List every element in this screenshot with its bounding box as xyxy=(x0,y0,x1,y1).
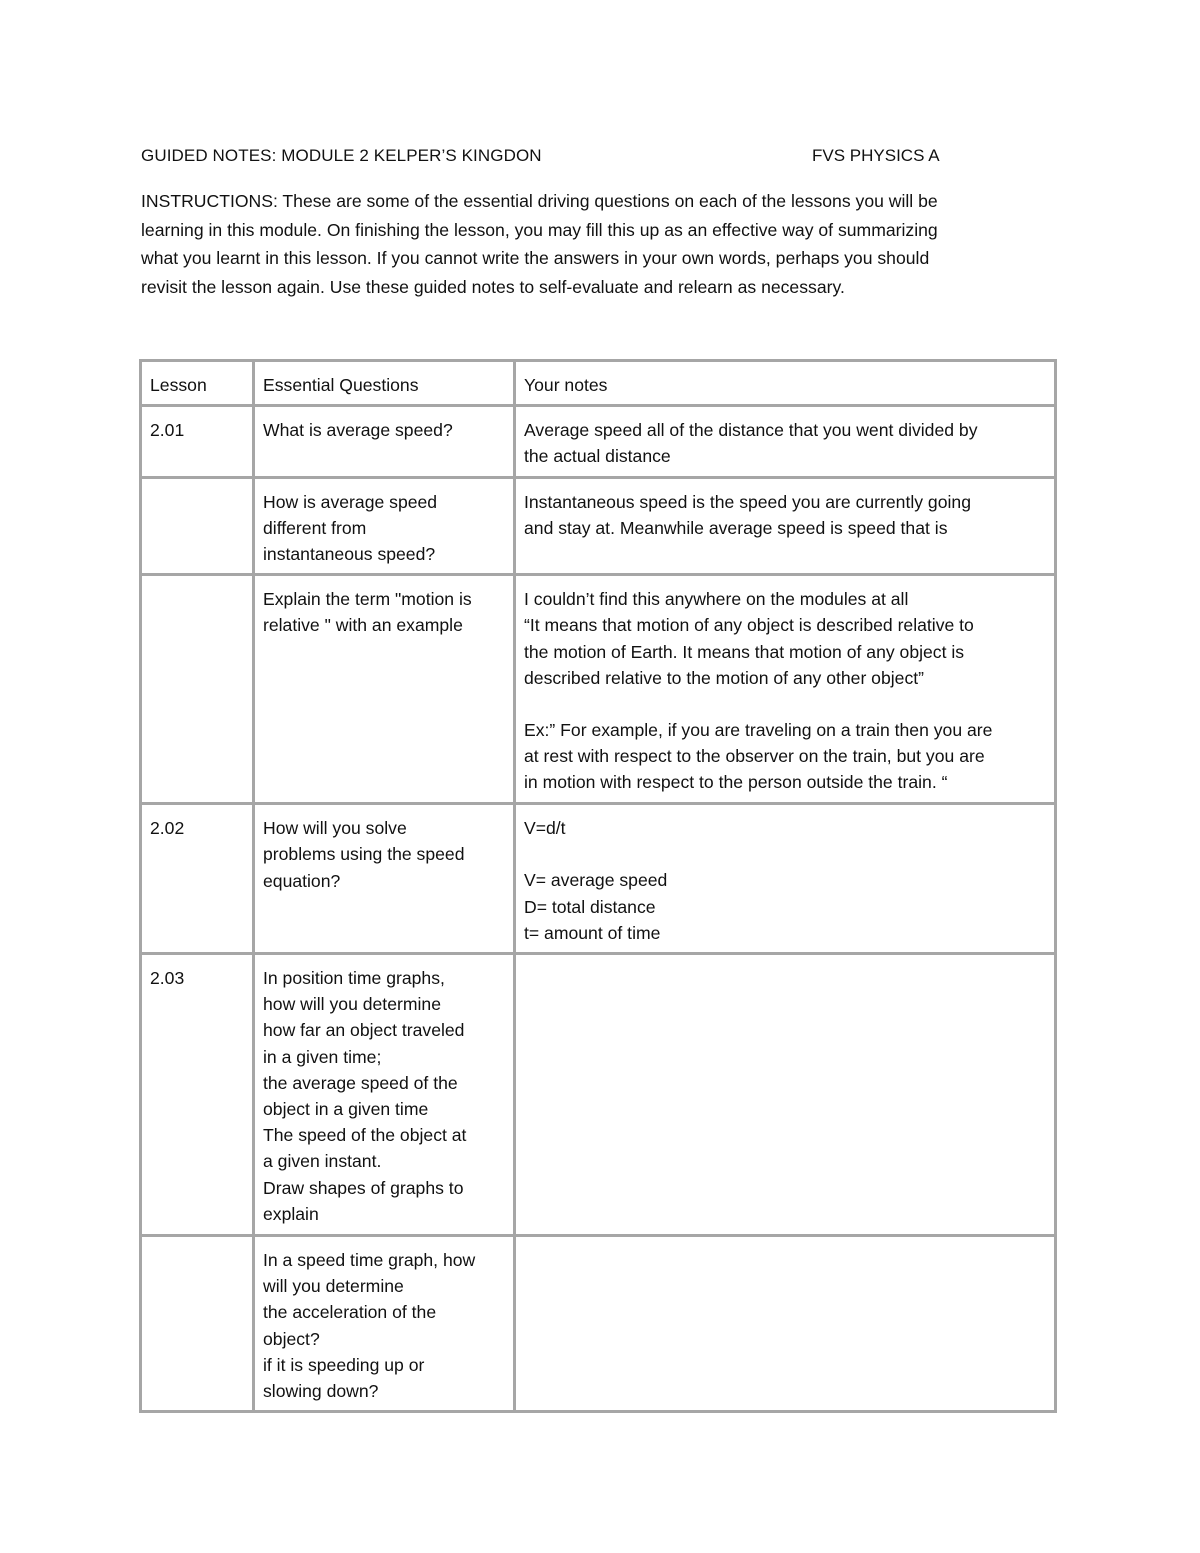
table-row xyxy=(141,954,1056,1236)
question-line: In position time graphs, xyxy=(263,968,445,989)
question-line: How will you solve xyxy=(263,818,407,839)
question-line: Explain the term "motion is xyxy=(263,589,472,610)
header-your-notes: Your notes xyxy=(515,361,1056,406)
table-row xyxy=(141,804,1056,954)
notes-line: t= amount of time xyxy=(524,922,661,943)
notes-line: in motion with respect to the person outside the train. “ xyxy=(524,772,948,793)
essential-question-cell xyxy=(254,954,515,1236)
notes-line: D= total distance xyxy=(524,896,656,917)
instructions-line: what you learnt in this lesson. If you cannot write the answers in your own words, perhaps you should xyxy=(141,248,930,268)
lesson-number-cell: 2.01 xyxy=(141,406,254,477)
table-row xyxy=(141,575,1056,804)
question-line: object? xyxy=(263,1328,320,1349)
question-line: instantaneous speed? xyxy=(263,544,436,565)
lesson-number-cell: 2.03 xyxy=(141,954,254,1236)
question-line: object in a given time xyxy=(263,1099,429,1120)
table-row xyxy=(141,1236,1056,1412)
question-line: the acceleration of the xyxy=(263,1302,437,1323)
essential-question-cell xyxy=(254,477,515,575)
lesson-number-cell xyxy=(141,1236,254,1412)
question-line: What is average speed? xyxy=(263,420,453,441)
instructions-paragraph xyxy=(141,187,1056,301)
question-line: In a speed time graph, how xyxy=(263,1250,476,1271)
notes-line: at rest with respect to the observer on the train, but you are xyxy=(524,746,985,767)
table-row xyxy=(141,406,1056,477)
lesson-number-cell xyxy=(141,575,254,804)
your-notes-cell[interactable] xyxy=(515,477,1056,575)
notes-line: the motion of Earth. It means that motion of any object is xyxy=(524,641,965,662)
question-line: the average speed of the xyxy=(263,1072,458,1093)
question-line: The speed of the object at xyxy=(263,1125,467,1146)
notes-line: I couldn’t find this anywhere on the modules at all xyxy=(524,589,909,610)
essential-question-cell xyxy=(254,406,515,477)
notes-line: V= average speed xyxy=(524,870,668,891)
question-line: Draw shapes of graphs to xyxy=(263,1177,464,1198)
instructions-line: revisit the lesson again. Use these guided notes to self-evaluate and relearn as necessary. xyxy=(141,276,845,297)
question-line: different from xyxy=(263,517,367,538)
notes-line: the actual distance xyxy=(524,446,671,467)
essential-question-cell xyxy=(254,1236,515,1412)
your-notes-cell[interactable] xyxy=(515,954,1056,1236)
your-notes-cell[interactable] xyxy=(515,804,1056,954)
notes-blank-line xyxy=(524,841,1047,867)
question-line: how will you determine xyxy=(263,994,441,1015)
table-header-row xyxy=(141,361,1056,406)
lesson-number-cell: 2.02 xyxy=(141,804,254,954)
question-line: equation? xyxy=(263,870,341,891)
question-line: How is average speed xyxy=(263,491,438,512)
your-notes-cell[interactable] xyxy=(515,575,1056,804)
question-line: problems using the speed xyxy=(263,844,465,865)
question-line: if it is speeding up or xyxy=(263,1354,425,1375)
question-line: how far an object traveled xyxy=(263,1020,465,1041)
header-lesson: Lesson xyxy=(141,361,254,406)
instructions-line: INSTRUCTIONS: These are some of the essential driving questions on each of the lessons you will be xyxy=(141,191,938,211)
course-name: FVS PHYSICS A xyxy=(812,146,940,165)
notes-line: Ex:” For example, if you are traveling on a train then you are xyxy=(524,720,993,741)
notes-blank-line xyxy=(524,691,1047,717)
essential-question-cell xyxy=(254,804,515,954)
question-line: relative " with an example xyxy=(263,615,463,636)
essential-question-cell xyxy=(254,575,515,804)
notes-line: Average speed all of the distance that you went divided by xyxy=(524,420,978,441)
your-notes-cell[interactable] xyxy=(515,1236,1056,1412)
notes-line: and stay at. Meanwhile average speed is speed that is xyxy=(524,517,948,538)
question-line: will you determine xyxy=(263,1276,404,1297)
notes-line: “It means that motion of any object is described relative to xyxy=(524,615,974,636)
your-notes-cell[interactable] xyxy=(515,406,1056,477)
question-line: slowing down? xyxy=(263,1381,379,1402)
guided-notes-table xyxy=(139,359,1057,1413)
document-title: GUIDED NOTES: MODULE 2 KELPER’S KINGDON xyxy=(141,146,542,165)
question-line: a given instant. xyxy=(263,1151,382,1172)
question-line: explain xyxy=(263,1203,319,1224)
question-line: in a given time; xyxy=(263,1046,382,1067)
lesson-number-cell xyxy=(141,477,254,575)
notes-line: V=d/t xyxy=(524,818,566,839)
notes-line: Instantaneous speed is the speed you are currently going xyxy=(524,491,971,512)
instructions-line: learning in this module. On finishing the lesson, you may fill this up as an effective way of summarizing xyxy=(141,219,938,240)
header-essential-questions: Essential Questions xyxy=(254,361,515,406)
notes-line: described relative to the motion of any other object” xyxy=(524,667,924,688)
table-row xyxy=(141,477,1056,575)
